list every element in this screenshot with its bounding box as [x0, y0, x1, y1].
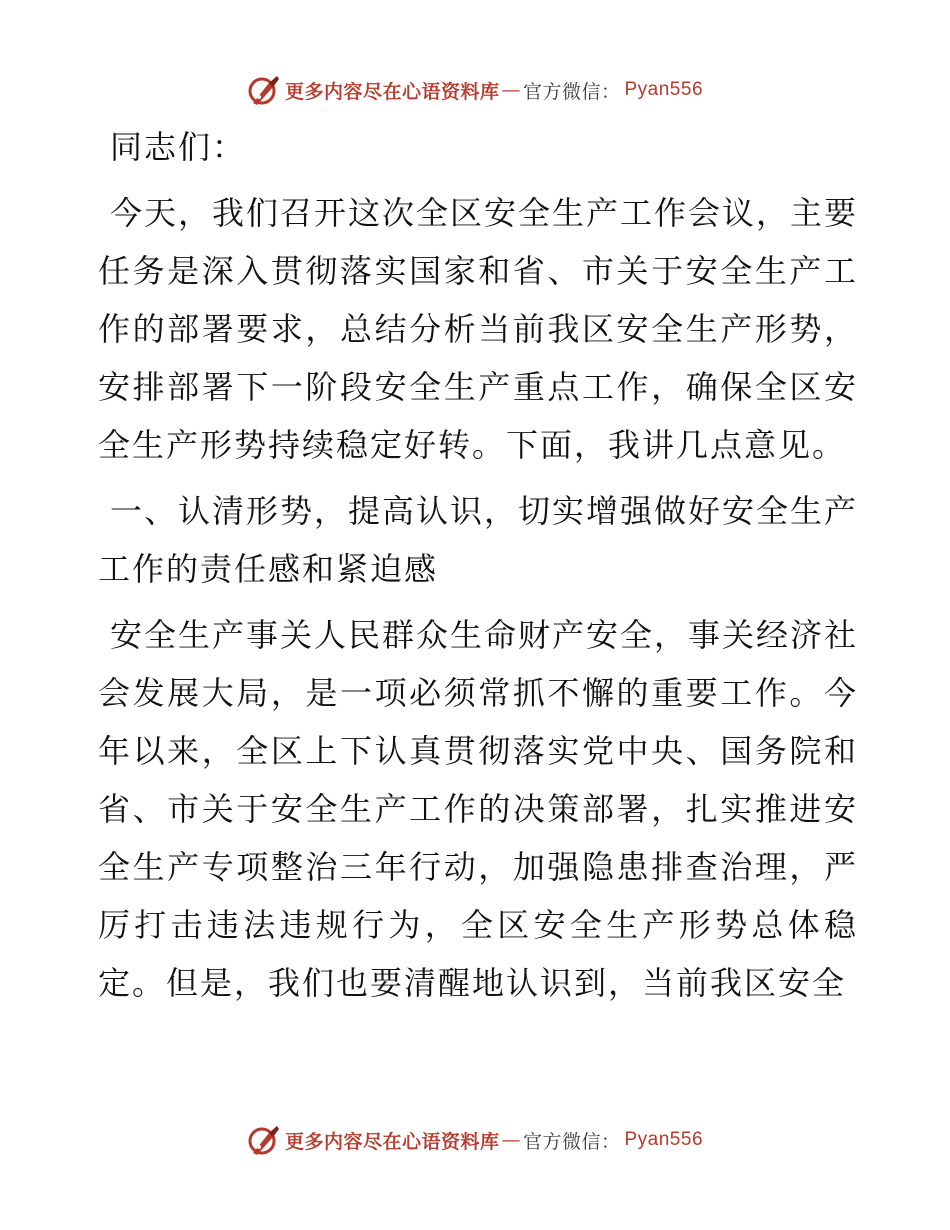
- pen-logo-icon: [247, 1123, 281, 1157]
- watermark-main-text: 更多内容尽在心语资料库: [284, 1130, 500, 1153]
- watermark-footer: [0, 1120, 950, 1160]
- watermark-account-label: 官方微信：: [522, 1130, 621, 1153]
- paragraph-intro: 今天，我们召开这次全区安全生产工作会议，主要任务是深入贯彻落实国家和省、市关于安全生产工作的部署要求，总结分析当前我区安全生产形势，安排部署下一阶段安全生产重点工作，确保全区安全生产形势持续稳定好转。下面，我讲几点意见。: [98, 194, 859, 464]
- watermark-main-text: 更多内容尽在心语资料库: [284, 80, 500, 103]
- watermark-account-id: Pyan556: [624, 1129, 704, 1150]
- paragraph-situation: 安全生产事关人民群众生命财产安全，事关经济社会发展大局，是一项必须常抓不懈的重要工作。今年以来，全区上下认真贯彻落实党中央、国务院和省、市关于安全生产工作的决策部署，扎实推进安全生产专项整治三年行动，加强隐患排查治理，严厉打击违法违规行为，全区安全生产形势总体稳定。但是，我们也要清醒地认识到，当前我区安全: [98, 616, 859, 1002]
- watermark-separator: —: [501, 1129, 521, 1151]
- watermark-separator: —: [501, 79, 521, 101]
- salutation: 同志们：: [110, 128, 247, 166]
- watermark-header: [0, 70, 950, 110]
- pen-logo-icon: [247, 73, 281, 107]
- watermark-account-id: Pyan556: [624, 79, 704, 100]
- watermark-account-label: 官方微信：: [522, 80, 621, 103]
- section-heading-1: 一、认清形势，提高认识，切实增强做好安全生产工作的责任感和紧迫感: [98, 492, 859, 588]
- document-body: [98, 118, 858, 1020]
